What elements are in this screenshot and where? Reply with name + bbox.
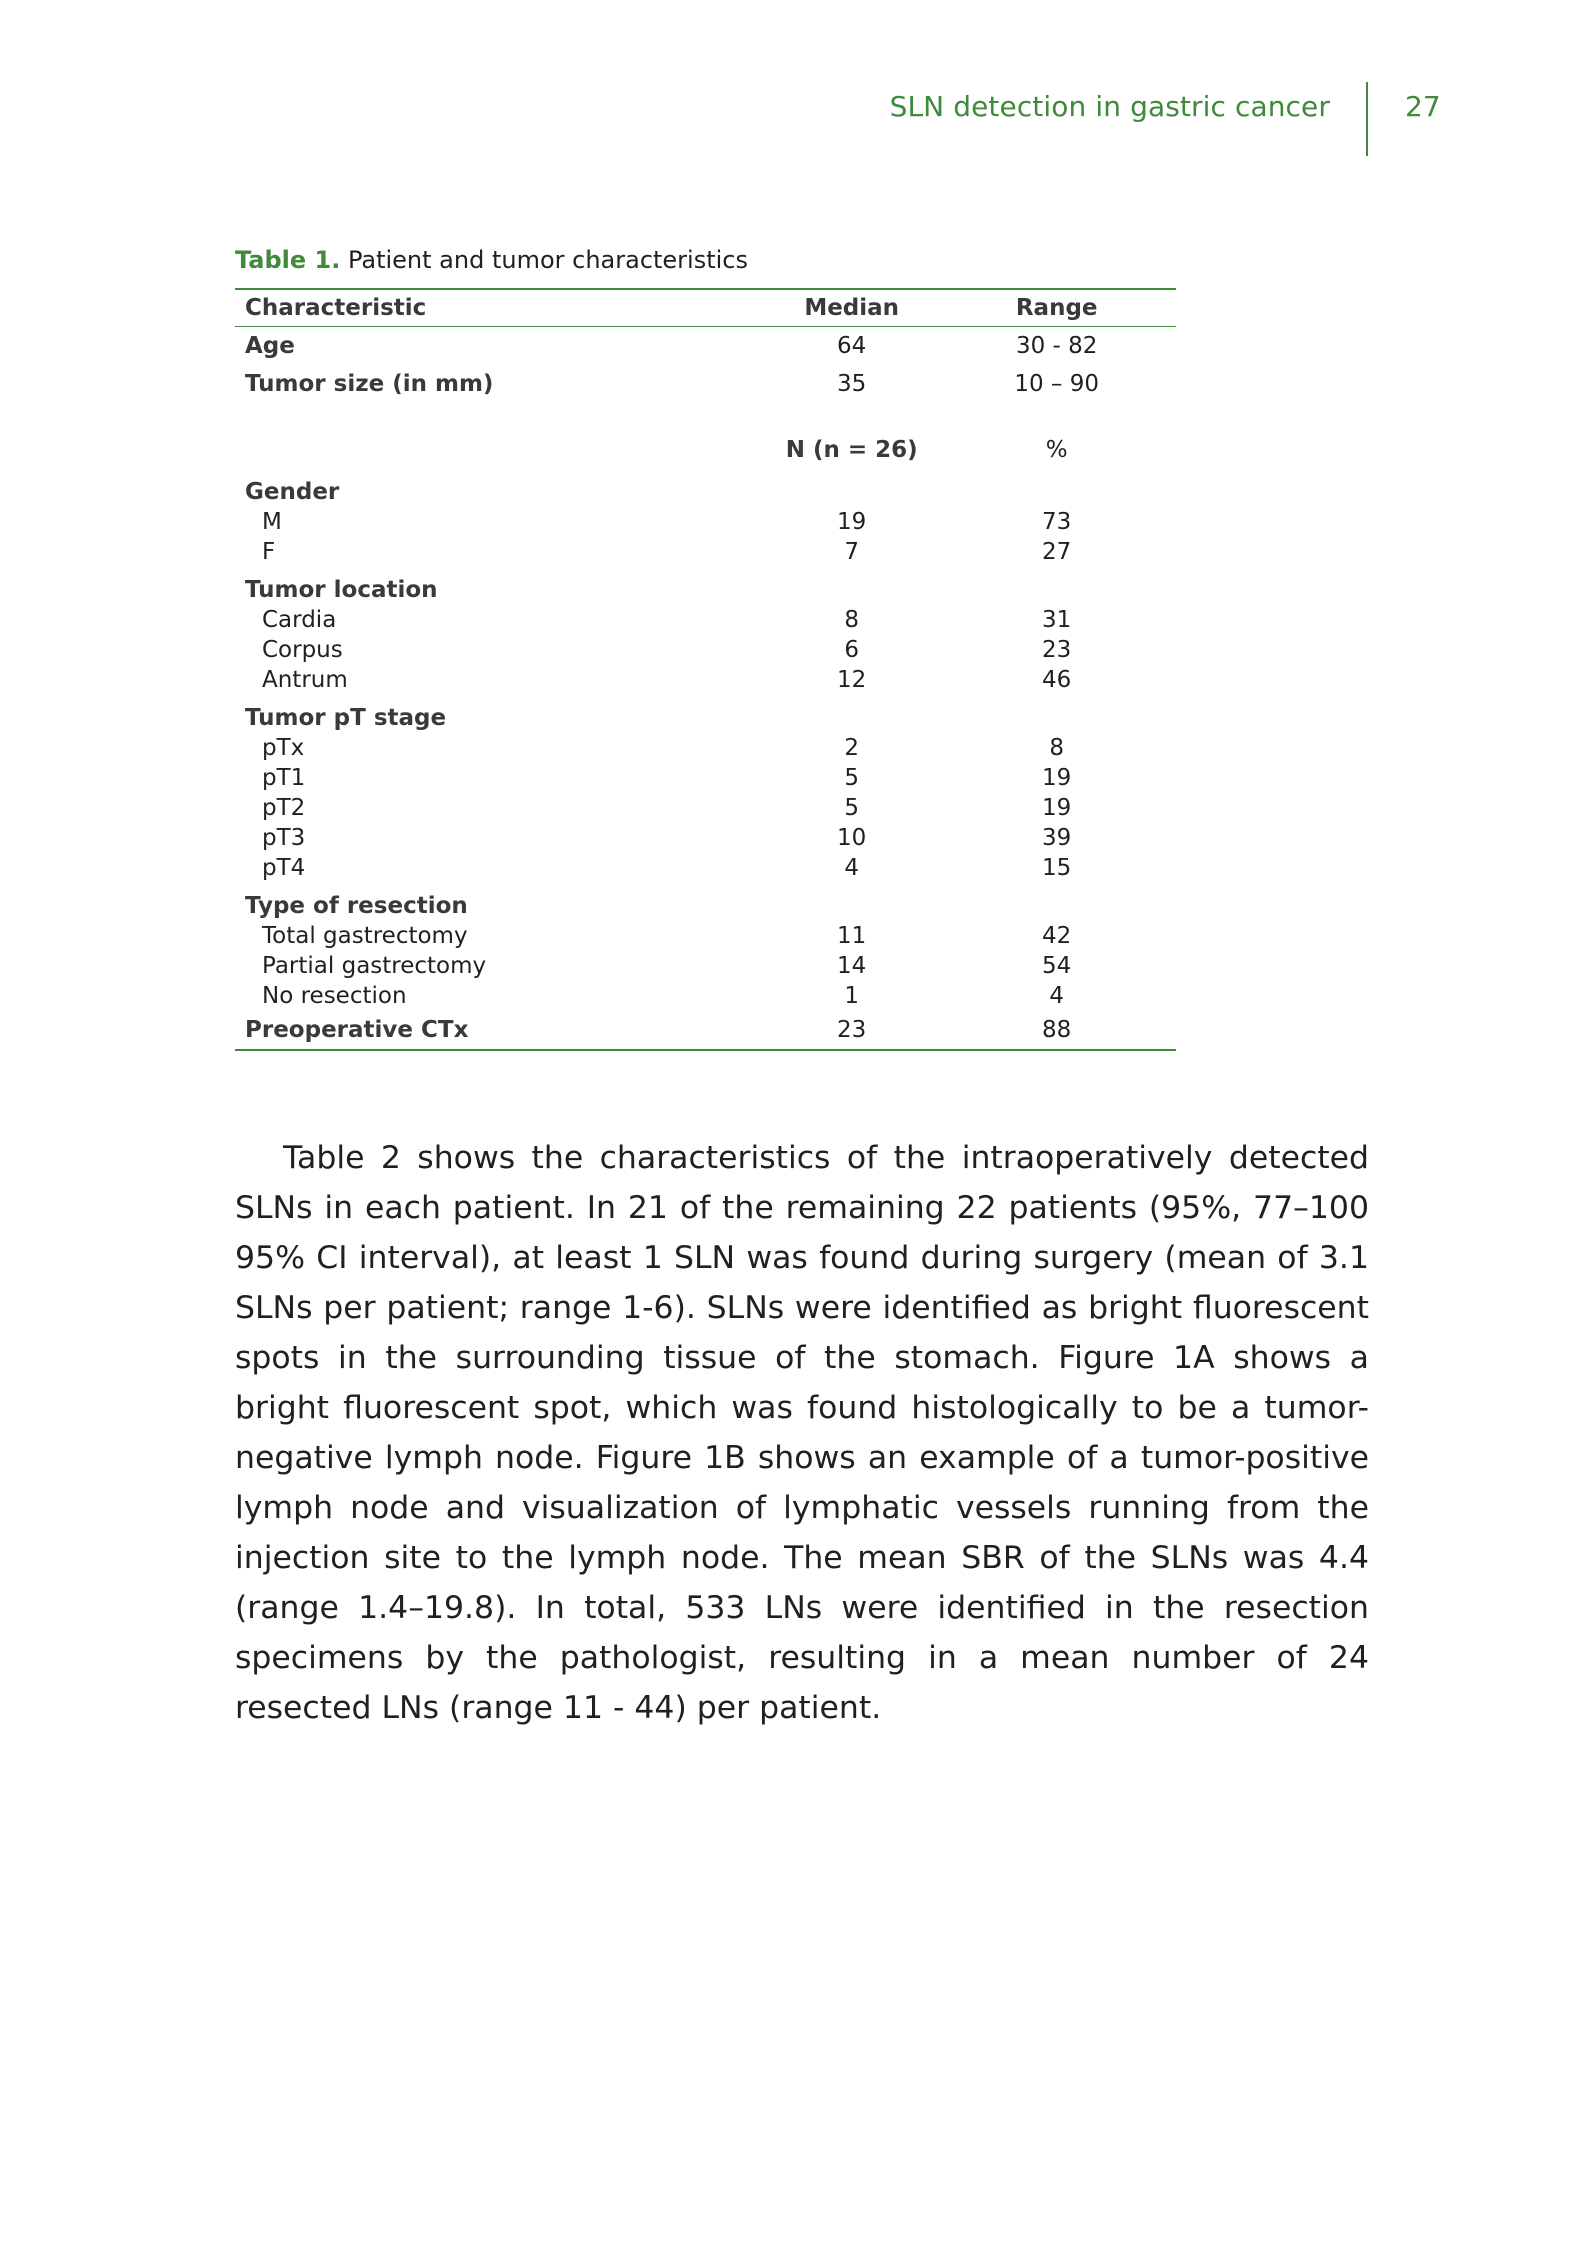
table-row — [235, 665, 1176, 695]
cell-n: 1 — [844, 983, 859, 1009]
group-row — [235, 883, 1176, 921]
cell-n: 10 — [837, 825, 867, 851]
column-header: Characteristic — [235, 290, 766, 327]
cell-pct: 19 — [1042, 795, 1072, 821]
row-label: pTx — [262, 735, 305, 761]
cell-pct: 15 — [1042, 855, 1072, 881]
row-label: Antrum — [262, 667, 348, 693]
table-row — [235, 327, 1176, 366]
cell-pct: 31 — [1042, 607, 1072, 633]
table-row — [235, 981, 1176, 1011]
cell-pct: 54 — [1042, 953, 1072, 979]
table-caption-label: Table 1. — [235, 246, 341, 274]
column-header: Median — [766, 290, 937, 327]
row-label: Cardia — [262, 607, 337, 633]
table-caption — [235, 246, 748, 274]
row-label: pT2 — [262, 795, 306, 821]
cell-pct: 19 — [1042, 765, 1072, 791]
cell-n: 5 — [844, 765, 859, 791]
table-caption-text: Patient and tumor characteristics — [347, 246, 748, 274]
table-row — [235, 365, 1176, 403]
row-label: pT1 — [262, 765, 306, 791]
cell-range: 10 – 90 — [1014, 371, 1100, 397]
group-label: Gender — [245, 479, 340, 505]
header-divider — [1366, 82, 1368, 156]
table-row — [235, 921, 1176, 951]
row-label: M — [262, 509, 282, 535]
row-label: No resection — [262, 983, 407, 1009]
cell-pct: 88 — [1042, 1017, 1072, 1043]
cell-pct: 8 — [1049, 735, 1064, 761]
cell-n: 23 — [837, 1017, 867, 1043]
cell-n: 12 — [837, 667, 867, 693]
cell-range: 30 - 82 — [1015, 333, 1098, 359]
table-row — [235, 793, 1176, 823]
body-paragraph: Table 2 shows the characteristics of the intraoperatively detected SLNs in each patient. In 21 of the remaining 22 patients (95%, 77–100 95% CI interval), at least 1 SLN was found during surgery (mean of 3.1 SLNs per patient; range 1-6). SLNs were identified as bright fluorescent spots in the surrounding tissue of the stomach. Figure 1A shows a bright fluorescent spot, which was found histologically to be a tumor-negative lymph node. Figure 1B shows an example of a tumor-positive lymph node and visualization of lymphatic vessels running from the injection site to the lymph node. The mean SBR of the SLNs was 4.4 (range 1.4–19.8). In total, 533 LNs were identified in the resection specimens by the pathologist, resulting in a mean number of 24 resected LNs (range 11 - 44) per patient. — [235, 1140, 1369, 1726]
cell-n: 19 — [837, 509, 867, 535]
table-row — [235, 853, 1176, 883]
group-label: Tumor pT stage — [245, 705, 447, 731]
table-row — [235, 537, 1176, 567]
group-row — [235, 695, 1176, 733]
row-label: F — [262, 539, 276, 565]
cell-pct: 73 — [1042, 509, 1072, 535]
spacer-row — [235, 403, 1176, 431]
group-row — [235, 567, 1176, 605]
row-label: Partial gastrectomy — [262, 953, 487, 979]
cell-pct: 39 — [1042, 825, 1072, 851]
percent-column-header: % — [1045, 437, 1068, 463]
table-row — [235, 507, 1176, 537]
page-number: 27 — [1405, 90, 1441, 123]
cell-pct: 46 — [1042, 667, 1072, 693]
row-label: Preoperative CTx — [245, 1017, 469, 1043]
row-label: pT4 — [262, 855, 306, 881]
table-row — [235, 605, 1176, 635]
row-label: Tumor size (in mm) — [245, 371, 494, 397]
cell-pct: 23 — [1042, 637, 1072, 663]
subheader-row — [235, 431, 1176, 469]
cell-pct: 42 — [1042, 923, 1072, 949]
group-label: Tumor location — [245, 577, 438, 603]
cell-median: 64 — [837, 333, 867, 359]
cell-pct: 27 — [1042, 539, 1072, 565]
column-header: Range — [937, 290, 1176, 327]
group-row — [235, 469, 1176, 507]
cell-n: 4 — [844, 855, 859, 881]
cell-n: 8 — [844, 607, 859, 633]
table-row — [235, 763, 1176, 793]
cell-median: 35 — [837, 371, 867, 397]
table-row — [235, 1011, 1176, 1049]
characteristics-table — [235, 288, 1176, 1051]
table-row — [235, 823, 1176, 853]
cell-n: 5 — [844, 795, 859, 821]
cell-n: 6 — [844, 637, 859, 663]
group-label: Type of resection — [245, 893, 468, 919]
cell-n: 7 — [844, 539, 859, 565]
row-label: Age — [245, 333, 295, 359]
table-row — [235, 951, 1176, 981]
table-row — [235, 733, 1176, 763]
row-label: Total gastrectomy — [262, 923, 468, 949]
cell-n: 14 — [837, 953, 867, 979]
cell-n: 11 — [837, 923, 867, 949]
cell-n: 2 — [844, 735, 859, 761]
count-column-header: N (n = 26) — [785, 437, 918, 463]
cell-pct: 4 — [1049, 983, 1064, 1009]
table-row — [235, 635, 1176, 665]
row-label: Corpus — [262, 637, 343, 663]
table-header-row — [235, 290, 1176, 327]
row-label: pT3 — [262, 825, 306, 851]
running-title: SLN detection in gastric cancer — [889, 90, 1330, 123]
